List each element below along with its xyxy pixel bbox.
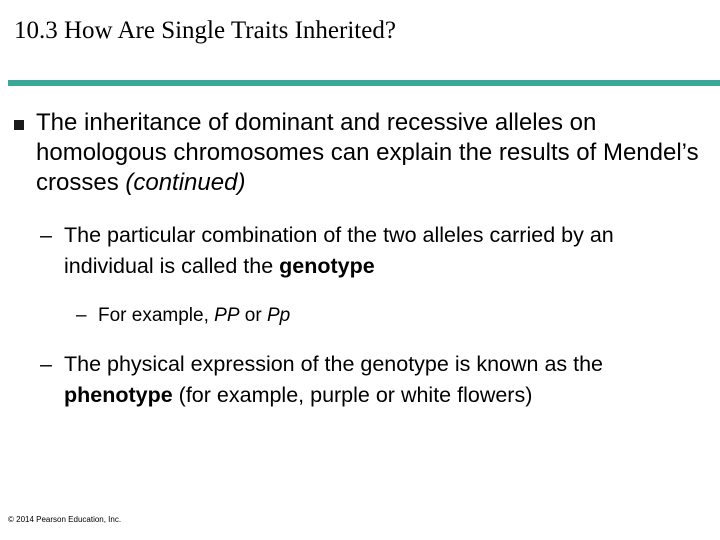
- sub-bullet-phenotype: [40, 349, 705, 411]
- example-text: [76, 302, 696, 330]
- dash-icon: –: [40, 223, 52, 247]
- example-genotype-pp: PP: [214, 305, 240, 326]
- main-bullet-body: The inheritance of dominant and recessive alleles on homologous chromosomes can explain the results of Mendel’s crosses: [36, 109, 699, 196]
- title-divider: [8, 80, 720, 86]
- sub-bullet-phenotype-text: [40, 349, 705, 411]
- square-bullet-icon: [14, 120, 24, 130]
- phenotype-example: (for example, purple or white flowers): [172, 383, 533, 407]
- phenotype-sentence: The physical expression of the genotype is known as the: [64, 352, 604, 376]
- sub-bullet-genotype: [40, 220, 705, 282]
- genotype-term: genotype: [279, 254, 375, 278]
- sub-bullet-genotype-text: [40, 220, 705, 282]
- copyright-footer: © 2014 Pearson Education, Inc.: [8, 515, 122, 524]
- example-or: or: [239, 305, 267, 326]
- dash-icon: –: [76, 305, 87, 326]
- example-lead: For example,: [98, 305, 215, 326]
- sub-sub-bullet-example: [76, 302, 696, 330]
- genotype-sentence: The particular combination of the two alleles carried by an individual is called the: [64, 223, 614, 278]
- main-bullet-text: [36, 108, 706, 198]
- dash-icon: –: [40, 352, 52, 376]
- main-bullet-continued: (continued): [125, 169, 246, 196]
- slide-title: 10.3 How Are Single Traits Inherited?: [14, 17, 396, 44]
- phenotype-term: phenotype: [64, 383, 173, 407]
- example-genotype-pp-het: Pp: [266, 305, 291, 326]
